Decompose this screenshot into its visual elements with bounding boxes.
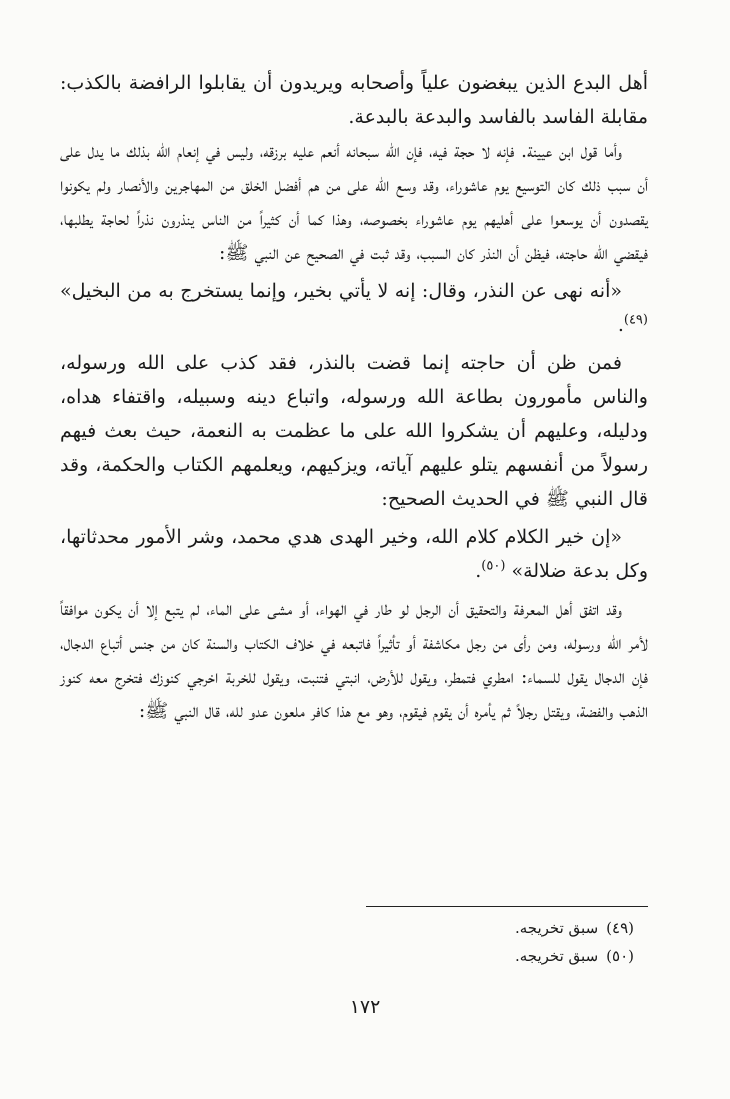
quote-text: «إن خير الكلام كلام الله، وخير الهدى هدي محمد، وشر الأمور محدثاتها، وكل بدعة ضلالة» [60,526,648,582]
paragraph-text: أهل البدع الذين يبغضون علياً وأصحابه ويريدون أن يقابلوا الرافضة بالكذب: مقابلة الفاسد بالفاسد والبدعة بالبدعة. [60,72,648,128]
page-number: ١٧٢ [349,996,381,1018]
footnotes [74,914,634,970]
footnote-divider [366,906,648,907]
footnote-number: (٤٩) [606,919,634,937]
paragraph [60,592,648,728]
footnote [74,914,634,942]
footnote [74,942,634,970]
paragraph-text: وأما قول ابن عيينة. فإنه لا حجة فيه، فإن الله سبحانه أنعم عليه برزقه، وليس في إنعام الله بذلك ما يدل على أن سبب ذلك كان التوسيع يوم عاشوراء، وقد وسع الله على من هم أفضل الخلق من المهاجرين والأنصار ولم يكونوا يقصدون أن يوسعوا على أهليهم يوم عاشوراء بخصوصه، وهذا كما أن كثيراً من الناس ينذرون نذراً لحاجة يطلبها، فيقضي الله حاجته، فيظن أن النذر كان السبب، وقد ثبت في الصحيح عن النبي ﷺ: [60,140,648,264]
quote-tail: . [475,560,482,582]
footnote-ref: (٥٠) [481,558,506,574]
quote-text: «أنه نهى عن النذر، وقال: إنه لا يأتي بخير، وإنما يستخرج به من البخيل» [60,280,622,302]
body-text [60,66,648,728]
quote-tail: . [617,314,624,336]
paragraph [60,66,648,134]
hadith-quote [60,520,648,588]
paragraph-text: وقد اتفق أهل المعرفة والتحقيق أن الرجل لو طار في الهواء، أو مشى على الماء، لم يتبع إلا أن يكون موافقاً لأمر الله ورسوله، ومن رأى من رجل مكاشفة أو تأثيراً فاتبعه في خلاف الكتاب والسنة كان من جنس أتباع الدجال، فإن الدجال يقول للسماء: امطري فتمطر، ويقول للأرض، انبتي فتنبت، ويقول للخربة اخرجي كنوزك فتخرج معه كنوز الذهب والفضة، ويقتل رجلاً ثم يأمره أن يقوم فيقوم، وهو مع هذا كافر ملعون عدو لله، قال النبي ﷺ: [60,598,648,722]
footnote-ref: (٤٩) [623,312,648,328]
paragraph-text: فمن ظن أن حاجته إنما قضت بالنذر، فقد كذب على الله ورسوله، والناس مأمورون بطاعة الله ورسوله، واتباع دينه وسبيله، واقتفاء هداه، ودليله، وعليهم أن يشكروا الله على ما عظمت به النعمة، حيث بعث فيهم رسولاً من أنفسهم يتلو عليهم آياته، ويزكيهم، ويعلمهم الكتاب والحكمة، وقد قال النبي ﷺ في الحديث الصحيح: [60,352,648,510]
paragraph [60,346,648,516]
footnote-number: (٥٠) [606,947,634,965]
footnote-text: سبق تخريجه. [514,919,599,937]
footnote-text: سبق تخريجه. [514,947,599,965]
paragraph [60,134,648,270]
hadith-quote [60,274,648,342]
